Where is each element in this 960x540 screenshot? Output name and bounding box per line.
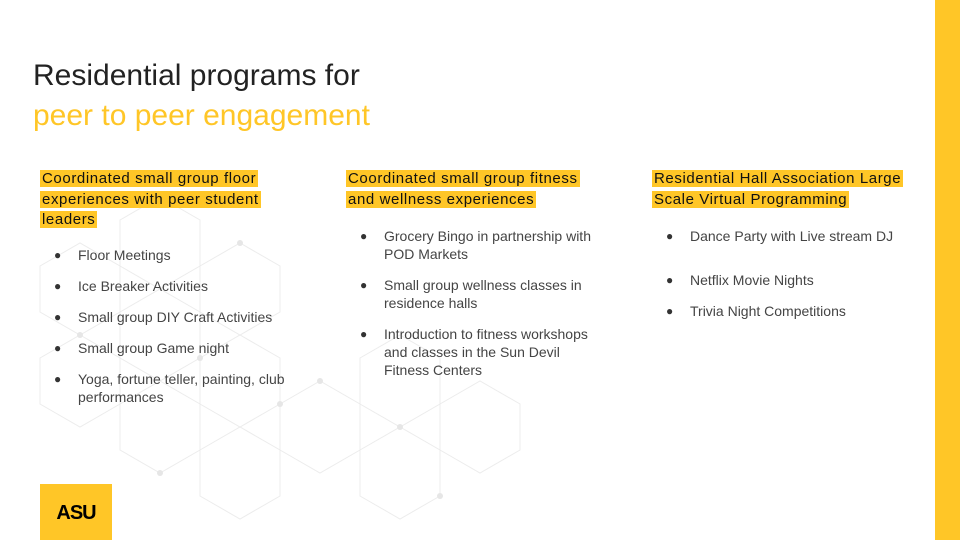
column-floor-experiences: [40, 169, 305, 406]
list-item: ● Small group Game night: [54, 339, 229, 356]
list-item: ● Netflix Movie Nights: [666, 272, 814, 288]
bullet-list: [346, 227, 596, 379]
list-item: ● Small group wellness classes in residence halls: [360, 277, 582, 311]
bullet-icon: ●: [54, 247, 62, 262]
bullet-list: [652, 227, 912, 333]
bullet-list: [40, 246, 305, 406]
column-fitness-wellness: [346, 169, 596, 379]
slide-title: [33, 56, 370, 136]
bullet-icon: ●: [360, 229, 368, 243]
list-item: ● Grocery Bingo in partnership with POD Markets: [360, 228, 591, 262]
list-item: ● Small group DIY Craft Activities: [54, 308, 273, 325]
bullet-icon: ●: [360, 327, 368, 341]
list-item: ● Ice Breaker Activities: [54, 277, 208, 294]
bullet-icon: ●: [54, 371, 62, 386]
list-item: ● Floor Meetings: [54, 246, 171, 263]
column-virtual-programming: [652, 169, 912, 333]
title-line-2: peer to peer engagement: [33, 99, 370, 132]
bullet-icon: ●: [54, 309, 62, 324]
list-item: ● Introduction to fitness workshops and classes in the Sun Devil Fitness Centers: [360, 326, 588, 378]
title-line-1: Residential programs for: [33, 59, 360, 92]
bullet-icon: ●: [666, 304, 674, 318]
asu-logo: [40, 484, 112, 540]
list-item: ● Trivia Night Competitions: [666, 303, 846, 319]
column-heading: Coordinated small group floor experiences with peer student leaders: [42, 170, 259, 228]
list-item: ● Dance Party with Live stream DJ: [666, 228, 894, 244]
bullet-icon: ●: [360, 278, 368, 292]
logo-text: ASU: [56, 502, 96, 524]
bullet-icon: ●: [54, 278, 62, 293]
bullet-icon: ●: [54, 340, 62, 355]
bullet-icon: ●: [666, 273, 674, 287]
column-heading: Residential Hall Association Large Scale Virtual Programming: [654, 170, 902, 208]
list-item: ● Yoga, fortune teller, painting, club performances: [54, 370, 285, 405]
accent-side-bar: [935, 0, 960, 540]
column-heading: Coordinated small group fitness and wellness experiences: [348, 170, 578, 208]
bullet-icon: ●: [666, 229, 674, 243]
